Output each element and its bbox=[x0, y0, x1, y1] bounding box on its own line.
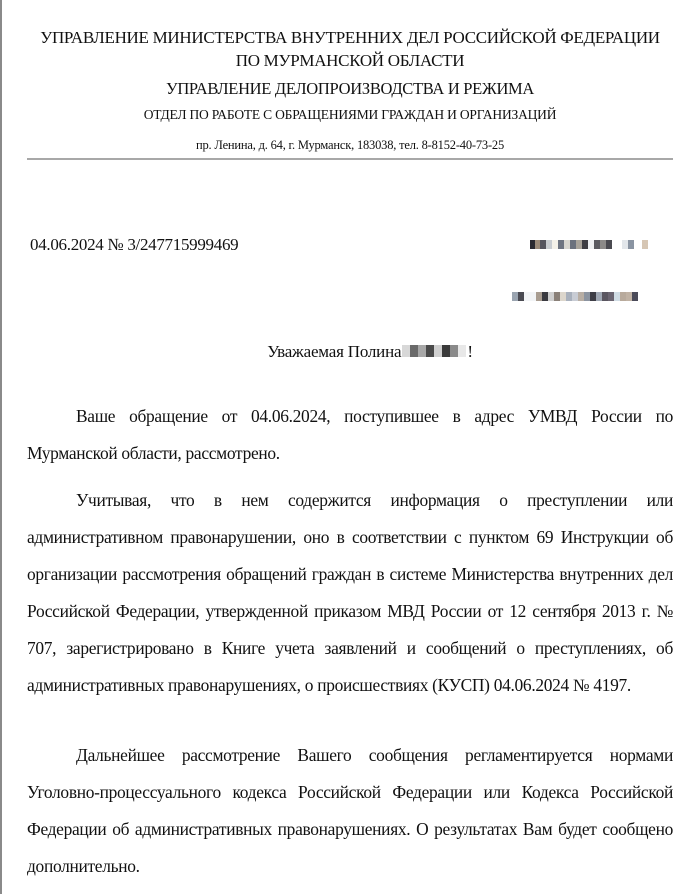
surname-redacted bbox=[402, 344, 466, 358]
recipient-name-redacted bbox=[530, 238, 658, 250]
body-paragraph-2 bbox=[27, 482, 673, 704]
letterhead-organization-line2: ПО МУРМАНСКОЙ ОБЛАСТИ bbox=[235, 51, 465, 70]
registration-number: 04.06.2024 № 3/247715999469 bbox=[30, 235, 239, 254]
body-paragraph-1 bbox=[27, 398, 673, 472]
salutation-exclamation: ! bbox=[467, 342, 473, 361]
paragraph-text: Дальнейшее рассмотрение Вашего сообщения регламентируется нормами Уголовно-процессуального кодекса Российской Федерации или Кодекса Российской Федерации об административных правонарушениях. О результатах Вам будет сообщено дополнительно. bbox=[27, 745, 673, 876]
letterhead-address: пр. Ленина, д. 64, г. Мурманск, 183038, тел. 8-8152-40-73-25 bbox=[195, 138, 505, 152]
salutation-text: Уважаемая Полина bbox=[267, 342, 402, 361]
page-left-edge bbox=[0, 0, 2, 894]
letterhead-divider bbox=[27, 158, 673, 160]
paragraph-text: Учитывая, что в нем содержится информация о преступлении или административном правонарушении, оно в соответствии с пунктом 69 Инструкции об организации рассмотрения обращений граждан в системе Министерства внутренних дел Российской Федерации, утвержденной приказом МВД России от 12 сентября 2013 г. № 707, зарегистрировано в Книге учета заявлений и сообщений о преступлениях, об административных правонарушениях, о происшествиях (КУСП) 04.06.2024 № 4197. bbox=[27, 490, 673, 695]
letterhead-division: ОТДЕЛ ПО РАБОТЕ С ОБРАЩЕНИЯМИ ГРАЖДАН И ОРГАНИЗАЦИЙ bbox=[143, 107, 557, 122]
letterhead-organization-line1: УПРАВЛЕНИЕ МИНИСТЕРСТВА ВНУТРЕННИХ ДЕЛ РОССИЙСКОЙ ФЕДЕРАЦИИ bbox=[40, 28, 660, 47]
body-paragraph-3 bbox=[27, 737, 673, 885]
recipient-address-redacted bbox=[512, 290, 672, 302]
salutation bbox=[0, 341, 700, 363]
paragraph-text: Ваше обращение от 04.06.2024, поступившее в адрес УМВД России по Мурманской области, рассмотрено. bbox=[27, 406, 673, 463]
letterhead-department: УПРАВЛЕНИЕ ДЕЛОПРОИЗВОДСТВА И РЕЖИМА bbox=[165, 79, 535, 98]
